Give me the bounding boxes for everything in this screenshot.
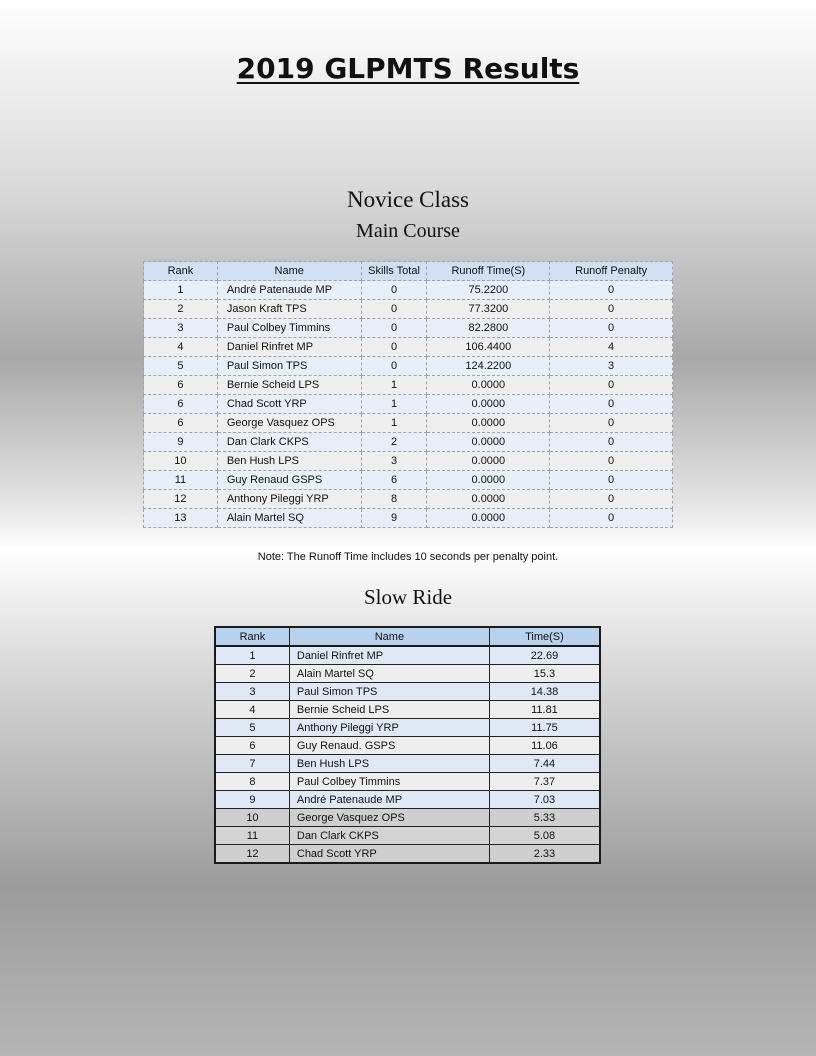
table-row: [215, 845, 600, 864]
cell-rank: 4: [215, 701, 289, 719]
cell-name: Paul Colbey Timmins: [289, 773, 489, 791]
cell-runoff-time: 0.0000: [427, 471, 550, 490]
cell-rank: 8: [215, 773, 289, 791]
cell-runoff-penalty: 0: [550, 433, 673, 452]
cell-rank: 2: [215, 665, 289, 683]
cell-runoff-penalty: 0: [550, 300, 673, 319]
cell-time: 11.06: [489, 737, 600, 755]
cell-runoff-penalty: 0: [550, 319, 673, 338]
cell-time: 7.37: [489, 773, 600, 791]
cell-rank: 6: [144, 395, 218, 414]
table-row: [144, 490, 673, 509]
cell-rank: 4: [144, 338, 218, 357]
header-name: Name: [217, 262, 361, 281]
table-row: [144, 414, 673, 433]
cell-runoff-time: 0.0000: [427, 395, 550, 414]
table-row: [215, 719, 600, 737]
cell-time: 7.44: [489, 755, 600, 773]
cell-runoff-time: 75.2200: [427, 281, 550, 300]
cell-skills-total: 1: [361, 376, 427, 395]
table-row: [144, 376, 673, 395]
cell-name: Dan Clark CKPS: [289, 827, 489, 845]
cell-name: Ben Hush LPS: [217, 452, 361, 471]
cell-name: Bernie Scheid LPS: [289, 701, 489, 719]
cell-runoff-time: 0.0000: [427, 490, 550, 509]
table-row: [215, 791, 600, 809]
cell-skills-total: 0: [361, 357, 427, 376]
main-course-table: [143, 261, 673, 528]
cell-rank: 7: [215, 755, 289, 773]
header-name: Name: [289, 627, 489, 646]
cell-skills-total: 9: [361, 509, 427, 528]
cell-rank: 10: [215, 809, 289, 827]
table-row: [215, 827, 600, 845]
cell-rank: 6: [144, 376, 218, 395]
runoff-note: Note: The Runoff Time includes 10 seconds per penalty point.: [257, 551, 559, 563]
cell-runoff-penalty: 4: [550, 338, 673, 357]
cell-name: Daniel Rinfret MP: [289, 646, 489, 665]
cell-runoff-time: 82.2800: [427, 319, 550, 338]
table-row: [215, 755, 600, 773]
page-title: 2019 GLPMTS Results: [236, 52, 580, 85]
cell-runoff-penalty: 0: [550, 281, 673, 300]
cell-name: André Patenaude MP: [289, 791, 489, 809]
cell-name: Anthony Pileggi YRP: [217, 490, 361, 509]
header-runoff-penalty: Runoff Penalty: [550, 262, 673, 281]
table-row: [215, 737, 600, 755]
cell-time: 22.69: [489, 646, 600, 665]
cell-skills-total: 0: [361, 281, 427, 300]
cell-runoff-time: 0.0000: [427, 433, 550, 452]
cell-rank: 11: [215, 827, 289, 845]
cell-runoff-penalty: 0: [550, 490, 673, 509]
cell-rank: 12: [144, 490, 218, 509]
table-row: [144, 433, 673, 452]
slow-ride-title: Slow Ride: [363, 585, 453, 609]
cell-name: Guy Renaud. GSPS: [289, 737, 489, 755]
cell-time: 5.33: [489, 809, 600, 827]
table-row: [144, 300, 673, 319]
class-title: Novice Class: [346, 187, 469, 212]
cell-time: 15.3: [489, 665, 600, 683]
cell-rank: 1: [215, 646, 289, 665]
table-row: [144, 281, 673, 300]
cell-runoff-time: 0.0000: [427, 452, 550, 471]
cell-time: 2.33: [489, 845, 600, 864]
table-row: [144, 338, 673, 357]
table-row: [144, 452, 673, 471]
cell-runoff-time: 0.0000: [427, 414, 550, 433]
header-rank: Rank: [215, 627, 289, 646]
cell-skills-total: 0: [361, 319, 427, 338]
cell-time: 7.03: [489, 791, 600, 809]
course-title: Main Course: [356, 220, 460, 242]
cell-name: Jason Kraft TPS: [217, 300, 361, 319]
table-row: [215, 665, 600, 683]
cell-rank: 3: [215, 683, 289, 701]
cell-name: George Vasquez OPS: [217, 414, 361, 433]
cell-name: Paul Colbey Timmins: [217, 319, 361, 338]
cell-rank: 5: [144, 357, 218, 376]
cell-skills-total: 8: [361, 490, 427, 509]
table-row: [215, 683, 600, 701]
cell-rank: 9: [144, 433, 218, 452]
cell-runoff-time: 0.0000: [427, 376, 550, 395]
cell-rank: 10: [144, 452, 218, 471]
header-rank: Rank: [144, 262, 218, 281]
cell-runoff-penalty: 0: [550, 471, 673, 490]
cell-name: Dan Clark CKPS: [217, 433, 361, 452]
cell-rank: 5: [215, 719, 289, 737]
cell-rank: 3: [144, 319, 218, 338]
cell-runoff-penalty: 0: [550, 376, 673, 395]
cell-skills-total: 0: [361, 300, 427, 319]
table-row: [144, 357, 673, 376]
table-row: [215, 809, 600, 827]
table-row: [215, 773, 600, 791]
cell-runoff-time: 124.2200: [427, 357, 550, 376]
cell-time: 5.08: [489, 827, 600, 845]
slow-ride-table: [214, 626, 601, 864]
cell-time: 14.38: [489, 683, 600, 701]
cell-runoff-penalty: 0: [550, 509, 673, 528]
cell-rank: 6: [215, 737, 289, 755]
cell-rank: 9: [215, 791, 289, 809]
cell-time: 11.81: [489, 701, 600, 719]
table-row: [215, 646, 600, 665]
cell-skills-total: 1: [361, 414, 427, 433]
cell-rank: 2: [144, 300, 218, 319]
header-runoff-time: Runoff Time(S): [427, 262, 550, 281]
cell-name: André Patenaude MP: [217, 281, 361, 300]
table-row: [144, 509, 673, 528]
table-header-row: [144, 262, 673, 281]
cell-runoff-time: 0.0000: [427, 509, 550, 528]
cell-name: Chad Scott YRP: [289, 845, 489, 864]
cell-skills-total: 1: [361, 395, 427, 414]
cell-name: Guy Renaud GSPS: [217, 471, 361, 490]
cell-name: Daniel Rinfret MP: [217, 338, 361, 357]
cell-runoff-penalty: 0: [550, 414, 673, 433]
cell-runoff-time: 77.3200: [427, 300, 550, 319]
cell-skills-total: 3: [361, 452, 427, 471]
cell-rank: 11: [144, 471, 218, 490]
cell-name: Chad Scott YRP: [217, 395, 361, 414]
cell-runoff-penalty: 0: [550, 452, 673, 471]
header-skills-total: Skills Total: [361, 262, 427, 281]
table-row: [144, 471, 673, 490]
cell-rank: 6: [144, 414, 218, 433]
cell-name: Paul Simon TPS: [289, 683, 489, 701]
cell-runoff-penalty: 0: [550, 395, 673, 414]
cell-time: 11.75: [489, 719, 600, 737]
cell-rank: 1: [144, 281, 218, 300]
cell-skills-total: 6: [361, 471, 427, 490]
table-header-row: [215, 627, 600, 646]
cell-name: Alain Martel SQ: [289, 665, 489, 683]
cell-name: Alain Martel SQ: [217, 509, 361, 528]
cell-skills-total: 0: [361, 338, 427, 357]
table-row: [144, 395, 673, 414]
cell-name: Paul Simon TPS: [217, 357, 361, 376]
cell-name: George Vasquez OPS: [289, 809, 489, 827]
cell-name: Ben Hush LPS: [289, 755, 489, 773]
cell-rank: 12: [215, 845, 289, 864]
cell-skills-total: 2: [361, 433, 427, 452]
cell-rank: 13: [144, 509, 218, 528]
cell-runoff-time: 106.4400: [427, 338, 550, 357]
table-row: [144, 319, 673, 338]
cell-name: Bernie Scheid LPS: [217, 376, 361, 395]
header-time: Time(S): [489, 627, 600, 646]
cell-name: Anthony Pileggi YRP: [289, 719, 489, 737]
table-row: [215, 701, 600, 719]
cell-runoff-penalty: 3: [550, 357, 673, 376]
